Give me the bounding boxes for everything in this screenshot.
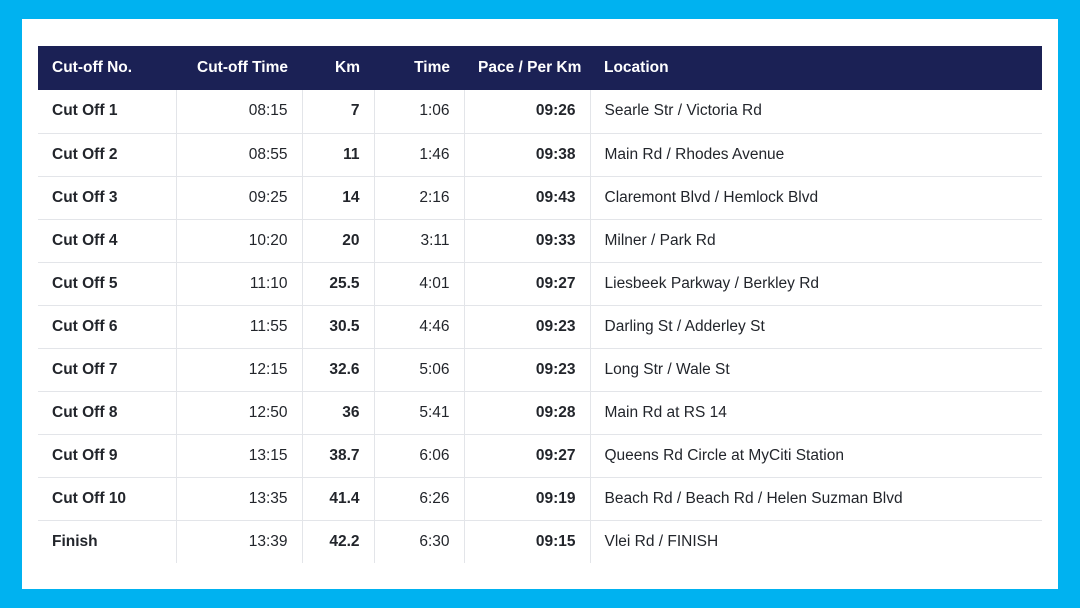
- cell-km: 7: [302, 90, 374, 133]
- cell-location: Claremont Blvd / Hemlock Blvd: [590, 176, 1042, 219]
- table-header: [38, 46, 1042, 90]
- cell-time: 4:46: [374, 305, 464, 348]
- cell-location: Vlei Rd / FINISH: [604, 532, 719, 550]
- cell-time: 5:41: [374, 391, 464, 434]
- cell-cutoff-no: Cut Off 8: [38, 391, 176, 434]
- cell-km: 42.2: [302, 520, 374, 563]
- cell-cutoff-time: 13:15: [176, 434, 302, 477]
- cell-location: Liesbeek Parkway / Berkley Rd: [590, 262, 1042, 305]
- cell-location: Beach Rd / Beach Rd / Helen Suzman Blvd: [590, 477, 1042, 520]
- cell-km: 11: [302, 133, 374, 176]
- cell-km: 30.5: [302, 305, 374, 348]
- cell-cutoff-time: 08:15: [176, 90, 302, 133]
- table-row: [38, 176, 1042, 219]
- cell-time: 4:01: [374, 262, 464, 305]
- cell-time: 1:46: [374, 133, 464, 176]
- cell-cutoff-time: 09:25: [176, 176, 302, 219]
- cell-pace: 09:27: [464, 434, 590, 477]
- column-header-km: Km: [302, 46, 374, 90]
- cell-km: 41.4: [302, 477, 374, 520]
- column-header-cutoff-no: Cut-off No.: [38, 46, 176, 90]
- table-row: [38, 305, 1042, 348]
- cell-pace: 09:38: [464, 133, 590, 176]
- cell-location: Searle Str / Victoria Rd: [590, 90, 1042, 133]
- cell-cutoff-no: Cut Off 5: [38, 262, 176, 305]
- cell-cutoff-time: 12:50: [176, 391, 302, 434]
- table-row: [38, 262, 1042, 305]
- table-row-finish: [38, 520, 1042, 563]
- cell-km: 25.5: [302, 262, 374, 305]
- cell-cutoff-time: 11:55: [176, 305, 302, 348]
- table-row: [38, 434, 1042, 477]
- cutoff-table-container: [38, 46, 1042, 563]
- table-row: [38, 133, 1042, 176]
- cutoff-table: [38, 46, 1042, 563]
- cell-pace: 09:43: [464, 176, 590, 219]
- cell-cutoff-no: Cut Off 2: [38, 133, 176, 176]
- table-body: [38, 90, 1042, 563]
- cell-pace: 09:28: [464, 391, 590, 434]
- cell-time: 1:06: [374, 90, 464, 133]
- cell-location: Main Rd at RS 14: [590, 391, 1042, 434]
- cell-location: Main Rd / Rhodes Avenue: [590, 133, 1042, 176]
- cell-pace: 09:19: [464, 477, 590, 520]
- cell-km: 14: [302, 176, 374, 219]
- table-row: [38, 219, 1042, 262]
- table-header-row: [38, 46, 1042, 90]
- cell-cutoff-time: 13:39: [176, 520, 302, 563]
- cell-cutoff-no: Cut Off 4: [38, 219, 176, 262]
- cell-pace: 09:23: [464, 348, 590, 391]
- cell-cutoff-time: 12:15: [176, 348, 302, 391]
- cell-pace: 09:33: [464, 219, 590, 262]
- cell-km: 20: [302, 219, 374, 262]
- cell-pace: 09:26: [464, 90, 590, 133]
- column-header-time: Time: [374, 46, 464, 90]
- cell-cutoff-no: Cut Off 6: [38, 305, 176, 348]
- cell-time: 6:26: [374, 477, 464, 520]
- table-row: [38, 90, 1042, 133]
- cell-cutoff-no: Finish: [38, 520, 176, 563]
- column-header-location: Location: [590, 46, 1042, 90]
- table-row: [38, 391, 1042, 434]
- table-row: [38, 348, 1042, 391]
- cell-cutoff-time: 11:10: [176, 262, 302, 305]
- cell-km: 32.6: [302, 348, 374, 391]
- cell-location: Queens Rd Circle at MyCiti Station: [590, 434, 1042, 477]
- column-header-cutoff-time: Cut-off Time: [176, 46, 302, 90]
- cell-pace: 09:23: [464, 305, 590, 348]
- cell-time: 6:30: [374, 520, 464, 563]
- cell-cutoff-time: 10:20: [176, 219, 302, 262]
- cell-pace: 09:15: [464, 520, 590, 563]
- cell-cutoff-no: Cut Off 7: [38, 348, 176, 391]
- cell-location: Milner / Park Rd: [590, 219, 1042, 262]
- document-card: [22, 19, 1058, 589]
- cell-time: 3:11: [374, 219, 464, 262]
- cell-km: 38.7: [302, 434, 374, 477]
- cell-cutoff-no: Cut Off 10: [38, 477, 176, 520]
- cell-cutoff-no: Cut Off 9: [38, 434, 176, 477]
- table-row: [38, 477, 1042, 520]
- cell-time: 6:06: [374, 434, 464, 477]
- cell-cutoff-time: 13:35: [176, 477, 302, 520]
- cell-time: 2:16: [374, 176, 464, 219]
- cell-cutoff-time: 08:55: [176, 133, 302, 176]
- cell-cutoff-no: Cut Off 1: [38, 90, 176, 133]
- column-header-pace: Pace / Per Km: [464, 46, 590, 90]
- cell-location: Darling St / Adderley St: [590, 305, 1042, 348]
- cell-location: Long Str / Wale St: [590, 348, 1042, 391]
- cell-pace: 09:27: [464, 262, 590, 305]
- cell-time: 5:06: [374, 348, 464, 391]
- cell-cutoff-no: Cut Off 3: [38, 176, 176, 219]
- cell-km: 36: [302, 391, 374, 434]
